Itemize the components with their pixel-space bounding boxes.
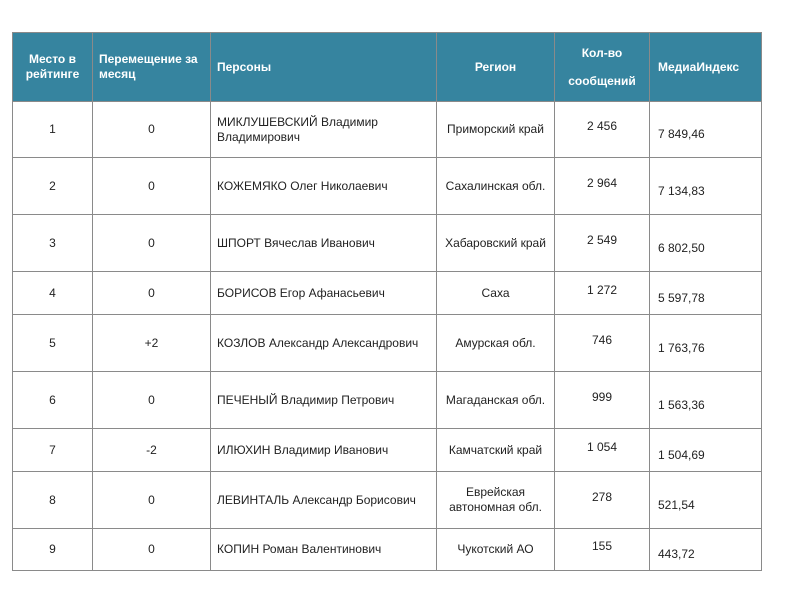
cell-rank <box>13 315 93 372</box>
cell-person <box>211 429 437 472</box>
cell-media-index <box>650 272 762 315</box>
cell-person-text: КОПИН Роман Валентинович <box>217 542 382 556</box>
table-row <box>13 315 762 372</box>
cell-movement <box>93 372 211 429</box>
cell-movement <box>93 472 211 529</box>
cell-media-index <box>650 429 762 472</box>
cell-movement-text: +2 <box>144 335 159 350</box>
cell-movement-text: 0 <box>148 122 155 136</box>
header-region: Регион <box>437 33 555 102</box>
cell-rank-text: 8 <box>49 492 56 507</box>
cell-person-text: КОЗЛОВ Александр Александрович <box>217 335 419 350</box>
cell-rank-text: 9 <box>49 542 56 556</box>
cell-person <box>211 158 437 215</box>
cell-movement-text: 0 <box>148 235 155 250</box>
cell-count <box>555 215 650 272</box>
cell-rank <box>13 158 93 215</box>
cell-count <box>555 272 650 315</box>
cell-media-index <box>650 102 762 158</box>
cell-region-text: Саха <box>481 285 510 300</box>
cell-movement-text: 0 <box>148 285 155 300</box>
cell-region <box>437 529 555 571</box>
cell-media-index-text: 1 504,69 <box>658 447 705 462</box>
header-persons: Персоны <box>211 33 437 102</box>
table-row <box>13 215 762 272</box>
cell-region-text: Камчатский край <box>448 442 543 457</box>
cell-person-text: МИКЛУШЕВСКИЙ Владимир Владимирович <box>217 114 378 144</box>
table-row <box>13 102 762 158</box>
cell-region <box>437 272 555 315</box>
cell-media-index <box>650 529 762 571</box>
cell-movement-text: 0 <box>148 178 155 193</box>
cell-media-index <box>650 158 762 215</box>
table-row <box>13 372 762 429</box>
cell-count <box>555 429 650 472</box>
cell-rank <box>13 102 93 158</box>
cell-person-text: БОРИСОВ Егор Афанасьевич <box>217 285 385 300</box>
cell-region-text: Приморский край <box>447 122 544 136</box>
cell-region-text: Сахалинская обл. <box>445 178 546 193</box>
cell-movement <box>93 102 211 158</box>
table-row <box>13 429 762 472</box>
cell-media-index-text: 6 802,50 <box>658 240 705 255</box>
header-rank: Место в рейтинге <box>13 33 93 102</box>
table-row <box>13 158 762 215</box>
cell-movement <box>93 529 211 571</box>
rating-table <box>12 32 762 571</box>
cell-rank-text: 5 <box>49 335 56 350</box>
cell-person-text: ЛЕВИНТАЛЬ Александр Борисович <box>217 492 416 507</box>
cell-rank <box>13 272 93 315</box>
cell-media-index-text: 1 763,76 <box>658 340 705 355</box>
cell-person-text: ПЕЧЕНЫЙ Владимир Петрович <box>217 392 395 407</box>
cell-movement <box>93 158 211 215</box>
table-row <box>13 472 762 529</box>
cell-region <box>437 472 555 529</box>
cell-rank <box>13 429 93 472</box>
cell-media-index <box>650 472 762 529</box>
header-row <box>13 33 762 102</box>
cell-region-text: Хабаровский край <box>445 235 546 250</box>
cell-person <box>211 529 437 571</box>
cell-count-text: 746 <box>591 332 613 347</box>
cell-person-text: ИЛЮХИН Владимир Иванович <box>217 442 389 457</box>
cell-count-text: 2 549 <box>586 232 618 247</box>
cell-count-text: 1 054 <box>586 439 618 454</box>
cell-rank-text: 3 <box>49 235 56 250</box>
table-row <box>13 272 762 315</box>
cell-rank-text: 4 <box>49 285 56 300</box>
cell-media-index <box>650 315 762 372</box>
cell-rank-text: 7 <box>49 442 56 457</box>
cell-movement-text: -2 <box>146 442 157 457</box>
cell-media-index <box>650 372 762 429</box>
cell-rank-text: 2 <box>49 178 56 193</box>
cell-region <box>437 315 555 372</box>
cell-count <box>555 102 650 158</box>
cell-media-index-text: 5 597,78 <box>658 290 705 305</box>
cell-media-index <box>650 215 762 272</box>
cell-rank <box>13 215 93 272</box>
cell-media-index-text: 7 134,83 <box>658 183 705 198</box>
cell-person <box>211 472 437 529</box>
cell-rank <box>13 472 93 529</box>
cell-movement-text: 0 <box>148 492 155 507</box>
cell-person <box>211 272 437 315</box>
cell-region-text: Амурская обл. <box>455 335 536 350</box>
cell-region-text: Чукотский АО <box>457 542 534 556</box>
cell-movement-text: 0 <box>148 392 155 407</box>
cell-region <box>437 102 555 158</box>
table-row <box>13 529 762 571</box>
cell-count-text: 155 <box>591 539 613 553</box>
cell-count-text: 1 272 <box>586 282 618 297</box>
cell-region-text: Магаданская обл. <box>445 392 546 407</box>
cell-movement <box>93 315 211 372</box>
cell-person-text: КОЖЕМЯКО Олег Николаевич <box>217 178 388 193</box>
cell-count-text: 2 964 <box>586 175 618 190</box>
cell-person <box>211 215 437 272</box>
cell-media-index-text: 7 849,46 <box>658 127 705 141</box>
cell-media-index-text: 443,72 <box>658 547 695 561</box>
cell-person <box>211 102 437 158</box>
cell-person <box>211 315 437 372</box>
cell-person-text: ШПОРТ Вячеслав Иванович <box>217 235 375 250</box>
cell-movement <box>93 429 211 472</box>
header-count-label: Кол-во сообщений <box>568 46 636 88</box>
cell-rank <box>13 529 93 571</box>
cell-region <box>437 215 555 272</box>
cell-count <box>555 529 650 571</box>
cell-count <box>555 158 650 215</box>
header-count <box>555 33 650 102</box>
cell-rank <box>13 372 93 429</box>
cell-movement <box>93 272 211 315</box>
cell-count-text: 2 456 <box>586 119 618 133</box>
cell-person <box>211 372 437 429</box>
cell-count-text: 278 <box>591 489 613 504</box>
cell-rank-text: 6 <box>49 392 56 407</box>
cell-region <box>437 158 555 215</box>
cell-count <box>555 372 650 429</box>
cell-count-text: 999 <box>591 389 613 404</box>
header-movement: Перемещение за месяц <box>93 33 211 102</box>
cell-rank-text: 1 <box>49 122 56 136</box>
cell-region <box>437 429 555 472</box>
cell-media-index-text: 521,54 <box>658 497 695 512</box>
cell-region-text: Еврейская автономная обл. <box>449 485 542 514</box>
cell-count <box>555 315 650 372</box>
cell-media-index-text: 1 563,36 <box>658 397 705 412</box>
cell-count <box>555 472 650 529</box>
cell-region <box>437 372 555 429</box>
cell-movement-text: 0 <box>148 542 155 556</box>
header-media-index: МедиаИндекс <box>650 33 762 102</box>
cell-movement <box>93 215 211 272</box>
